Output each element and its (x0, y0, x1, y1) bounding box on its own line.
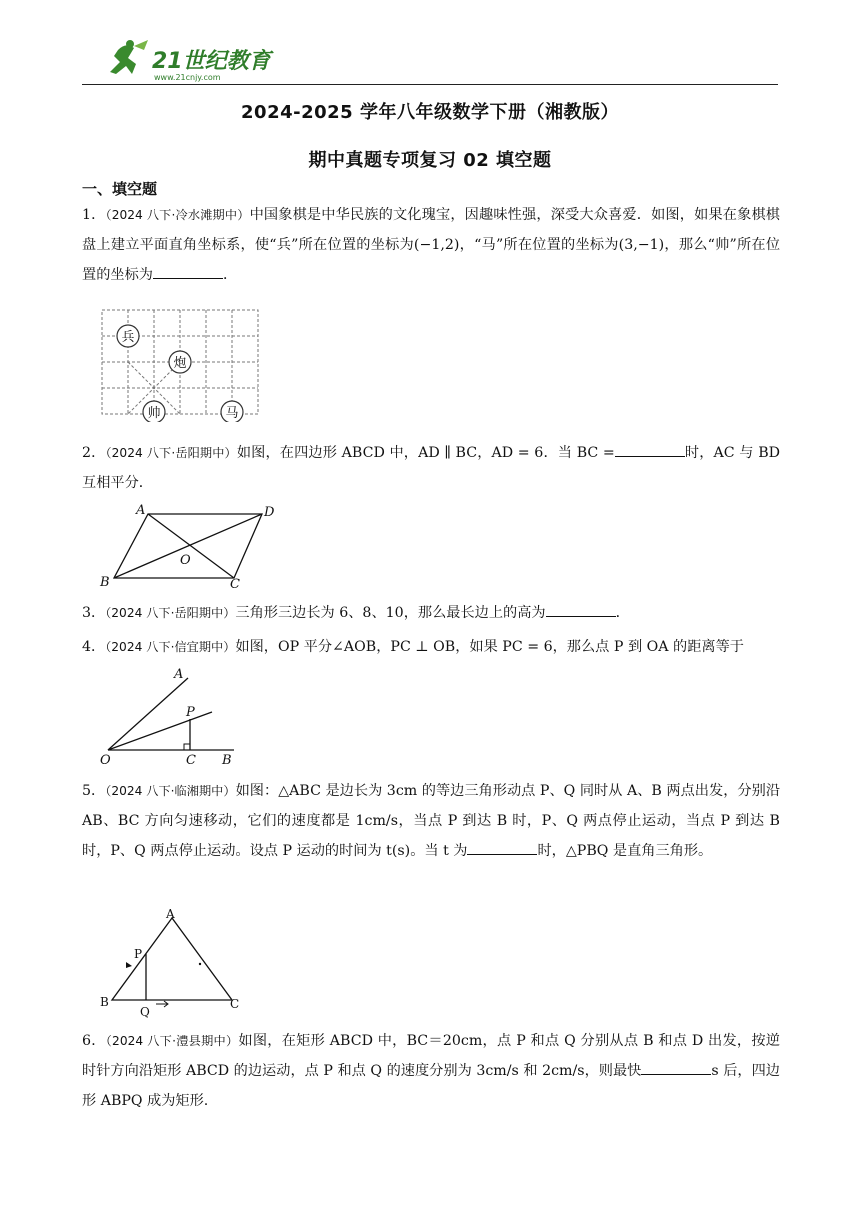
label-B: B (100, 995, 109, 1009)
question-4 (82, 632, 780, 662)
piece-pao: 炮 (173, 356, 187, 371)
question-text-end: ． (222, 267, 238, 283)
question-text: 如图，在四边形 ABCD 中，AD ∥ BC，AD = 6．当 BC = (236, 445, 615, 461)
logo (100, 36, 280, 86)
question-1 (82, 200, 780, 290)
equilateral-triangle-figure (96, 908, 256, 1018)
logo-text: 21世纪教育 (152, 49, 271, 74)
label-O: O (100, 753, 111, 768)
label-C: C (186, 753, 196, 768)
question-text-end: 时，AC 与 BD 互相平分． (82, 445, 781, 491)
label-C: C (230, 577, 240, 592)
label-A: A (174, 667, 184, 682)
label-C: C (230, 997, 240, 1011)
question-text-end: ． (615, 605, 630, 621)
answer-blank (467, 839, 537, 855)
question-number: 3． (82, 605, 106, 621)
question-source: （2024 八下·澧县期中） (105, 1034, 239, 1048)
label-O: O (180, 553, 191, 568)
label-P: P (134, 947, 143, 961)
question-number: 2． (82, 445, 106, 461)
page-subtitle: 期中真题专项复习 02 填空题 (308, 150, 552, 171)
question-text: 如图：△ABC 是边长为 3cm 的等边三角形动点 P、Q 同时从 A、B 两点出发，分别沿 AB、BC 方向匀速移动，它们的速度都是 1cm/s，当点 P 到达 B 时，P、Q 两点停止运动，当点 P 到达 B 时，P、Q 两点停止运动。设点 P 运动的时间为 t(s)。当 t 为 (82, 783, 781, 859)
parallelogram-figure (96, 502, 286, 592)
label-D: D (264, 505, 275, 520)
answer-blank (641, 1059, 711, 1075)
question-source: （2024 八下·冷水滩期中） (105, 208, 250, 222)
question-5 (82, 776, 780, 866)
question-text: 如图，在矩形 ABCD 中，BC＝20cm，点 P 和点 Q 分别从点 B 和点 D 出发，按逆时针方向沿矩形 ABCD 的边运动，点 P 和点 Q 的速度分别为 3cm/s 和 2cm/s，则最快 (82, 1033, 780, 1079)
answer-blank (546, 601, 616, 617)
section-heading: 一、填空题 (82, 180, 158, 198)
answer-blank (615, 441, 685, 457)
piece-bing: 兵 (121, 330, 135, 345)
header-divider (82, 84, 778, 85)
question-text: 中国象棋是中华民族的文化瑰宝，因趣味性强，深受大众喜爱．如图，如果在象棋棋盘上建立平面直角坐标系，使“兵”所在位置的坐标为(−1,2)，“马”所在位置的坐标为(3,−1)，那么“帅”所在位置的坐标为 (82, 207, 781, 283)
label-B: B (222, 753, 232, 768)
question-3 (82, 598, 780, 628)
question-text-end: s 后，四边形 ABPQ 成为矩形. (82, 1063, 780, 1109)
question-source: （2024 八下·临湘期中） (105, 784, 236, 798)
question-source: （2024 八下·岳阳期中） (105, 446, 237, 460)
label-B: B (100, 575, 110, 590)
question-source: （2024 八下·岳阳期中） (105, 606, 236, 620)
piece-shuai: 帅 (147, 406, 161, 421)
page-title: 2024-2025 学年八年级数学下册（湘教版） (241, 102, 619, 123)
question-number: 1． (82, 207, 106, 223)
label-Q: Q (140, 1005, 150, 1018)
question-number: 5． (82, 783, 106, 799)
question-2 (82, 438, 780, 498)
chess-board-figure (98, 306, 262, 422)
question-number: 4． (82, 639, 106, 655)
question-text: 三角形三边长为 6、8、10，那么最长边上的高为 (235, 605, 546, 621)
question-text-end: 时，△PBQ 是直角三角形。 (537, 843, 713, 859)
angle-bisector-figure (96, 664, 246, 768)
label-P: P (186, 705, 195, 720)
question-number: 6． (82, 1033, 106, 1049)
logo-url: www.21cnjy.com (154, 73, 221, 82)
answer-blank (153, 263, 223, 279)
question-text: 如图，OP 平分∠AOB，PC ⊥ OB，如果 PC = 6，那么点 P 到 OA 的距离等于 (235, 639, 744, 655)
label-A: A (166, 908, 175, 921)
question-6 (82, 1026, 780, 1116)
piece-ma: 马 (225, 406, 239, 421)
label-A: A (136, 503, 146, 518)
question-source: （2024 八下·信宜期中） (105, 640, 236, 654)
